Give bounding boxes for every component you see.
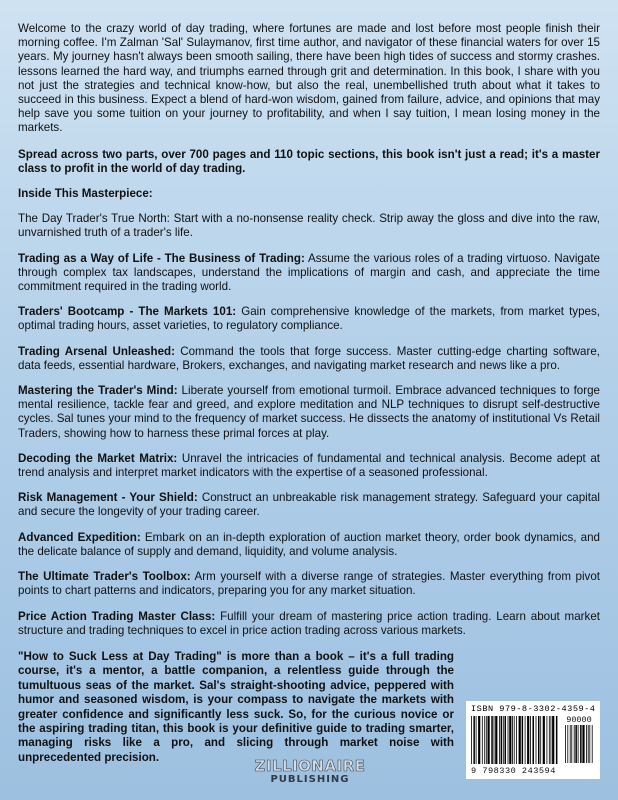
barcode-bar <box>508 716 509 764</box>
section-paragraph <box>18 491 600 519</box>
barcode-bar <box>592 725 593 763</box>
section-text: Liberate yourself from emotional turmoil. Embrace advanced techniques to forge mental resilience, tackle fear and greed, and explore meditation and NLP techniques to disrupt self-destructive cycles. Sal tunes your mind to the frequency of market success. He dissects the anatomy of institutional Vs Retail Traders, showing how to harness these primal forces at play. <box>18 384 600 440</box>
barcode-bar <box>536 716 537 764</box>
barcode-bar <box>578 725 579 763</box>
inside-heading: Inside This Masterpiece: <box>18 187 153 201</box>
section-paragraph <box>18 531 600 559</box>
barcode <box>466 701 600 779</box>
barcode-main-bars <box>471 716 559 764</box>
barcode-bar <box>527 716 529 764</box>
barcode-bar <box>582 725 584 763</box>
barcode-bar <box>516 716 517 764</box>
section-heading: Mastering the Trader's Mind: <box>18 384 178 398</box>
barcode-bar <box>538 716 540 764</box>
barcode-bar <box>574 725 575 763</box>
section-text: Unravel the intricacies of fundamental and technical analysis. Become adept at trend analysis and interpret market indicators with the expertise of a seasoned professional. <box>18 451 600 480</box>
barcode-bar <box>509 716 511 764</box>
barcode-bar <box>567 725 568 763</box>
barcode-bar <box>514 716 515 764</box>
barcode-bar <box>543 716 545 764</box>
barcode-bar <box>551 716 552 764</box>
section-text: Fulfill your dream of mastering price action trading. Learn about market structure and trading techniques to excel in price action trading across various markets. <box>18 609 600 637</box>
barcode-bar <box>549 716 550 764</box>
barcode-bar <box>494 716 495 764</box>
barcode-bar <box>482 716 483 764</box>
barcode-bar <box>499 716 500 764</box>
spread-paragraph: Spread across two parts, over 700 pages and 110 topic sections, this book isn't just a read; it's a master class to profit in the world of day trading. <box>18 147 600 175</box>
barcode-bar <box>519 716 521 764</box>
section-text: Construct an unbreakable risk management strategy. Safeguard your capital and secure the longevity of your trading career. <box>18 491 601 519</box>
barcode-bar <box>575 725 577 763</box>
barcode-bar <box>588 725 589 763</box>
barcode-bar <box>495 716 497 764</box>
barcode-bar <box>540 716 541 764</box>
true-north-paragraph: The Day Trader's True North: Start with a no-nonsense reality check. Strip away the gloss and dive into the raw, unvarnished truth of a trader's life. <box>18 212 600 240</box>
barcode-bar <box>473 716 475 764</box>
barcode-number: 9 798330 243594 <box>471 766 556 776</box>
closing-paragraph: "How to Suck Less at Day Trading" is more than a book – it's a full trading course, it's a mentor, a battle companion, a relentless guide through the tumultuous seas of the market. Sal's straight-shooting advice, peppered with humor and seasoned wisdom, is your compass to navigate the markets with greater confidence and significantly less suck. So, for the curious novice or the aspiring trading titan, this book is your definitive guide to trading smarter, managing risks like a pro, and slicing through market noise with unprecedented precision. <box>18 650 454 764</box>
barcode-bar <box>512 716 513 764</box>
barcode-bar <box>471 716 472 764</box>
section-paragraph <box>18 570 600 598</box>
barcode-bar <box>533 716 535 764</box>
publisher-logo <box>248 758 372 792</box>
section-paragraph <box>18 452 600 480</box>
section-text: Embark on an in-depth exploration of auction market theory, order book dynamics, and the delicate balance of supply and demand, liquidity, and volume analysis. <box>18 530 600 558</box>
barcode-bar <box>505 716 507 764</box>
section-heading: The Ultimate Trader's Toolbox: <box>18 570 191 584</box>
section-paragraph <box>18 345 600 373</box>
barcode-bar <box>570 725 571 763</box>
barcode-bar <box>501 716 503 764</box>
barcode-bar <box>522 716 524 764</box>
barcode-bar <box>525 716 526 764</box>
section-paragraph <box>18 610 600 638</box>
barcode-addon-number: 90000 <box>566 715 592 725</box>
section-heading: Price Action Trading Master Class: <box>18 609 216 623</box>
intro-paragraph: Welcome to the crazy world of day trading, where fortunes are made and lost before most people finish their morning coffee. I'm Zalman 'Sal' Sulaymanov, first time author, and navigator of these financial waters for over 15 years. My journey hasn't always been smooth sailing, there have been high tides of success and stormy crashes. lessons learned the hard way, and triumphs earned through grit and determination. In this book, I share with you not just the strategies and technical know-how, but also the real, unembellished truth about what it takes to succeed in this business. Expect a blend of hard-won wisdom, gained from failure, advice, and opinions that may help save you some tuition on your journey to profitability, and when I say tuition, I mean losing money in the markets. <box>18 22 600 135</box>
barcode-bar <box>565 725 566 763</box>
section-text: Gain comprehensive knowledge of the markets, from market types, optimal trading hours, asset varieties, to regulatory compliance. <box>18 305 601 333</box>
section-paragraph <box>18 305 600 333</box>
section-heading: Risk Management - Your Shield: <box>18 491 198 505</box>
section-paragraph <box>18 252 600 295</box>
barcode-bar <box>556 716 558 764</box>
section-text: Assume the various roles of a trading virtuoso. Navigate through complex tax landscapes, understand the implications of margin and cash, and appreciate the time commitment required in the trading world. <box>18 251 600 294</box>
barcode-addon <box>565 716 593 763</box>
barcode-bar <box>488 716 490 764</box>
section-heading: Decoding the Market Matrix: <box>18 451 178 465</box>
barcode-bar <box>530 716 531 764</box>
barcode-bars <box>471 716 595 764</box>
barcode-bar <box>503 716 504 764</box>
barcode-bar <box>589 725 590 763</box>
publisher-logo-line2: PUBLISHING <box>270 774 350 785</box>
barcode-bar <box>484 716 485 764</box>
barcode-bar <box>478 716 480 764</box>
isbn-label: ISBN 979-8-3302-4359-4 <box>471 704 596 714</box>
section-paragraph <box>18 384 600 441</box>
back-cover-text <box>18 22 600 649</box>
barcode-bar <box>552 716 554 764</box>
section-heading: Traders' Bootcamp - The Markets 101: <box>18 305 237 319</box>
barcode-addon-bars <box>565 725 593 763</box>
section-text: Arm yourself with a diverse range of strategies. Master everything from pivot points to chart patterns and indicators, preparing you for any market situation. <box>18 570 600 598</box>
barcode-bar <box>580 725 582 763</box>
barcode-bar <box>547 716 548 764</box>
barcode-bar <box>586 725 587 763</box>
section-heading: Trading Arsenal Unleashed: <box>18 344 175 358</box>
barcode-bar <box>491 716 493 764</box>
publisher-logo-line1: ZILLIONAIRE <box>254 757 366 775</box>
section-text: Command the tools that forge success. Master cutting-edge charting software, data feeds, essential hardware, Brokers, exchanges, and navigating market research and news like a pro. <box>18 344 600 372</box>
barcode-bar <box>571 725 572 763</box>
barcode-bar <box>476 716 477 764</box>
section-heading: Trading as a Way of Life - The Business of Trading: <box>18 251 305 265</box>
barcode-bar <box>486 716 487 764</box>
section-heading: Advanced Expedition: <box>18 530 141 544</box>
